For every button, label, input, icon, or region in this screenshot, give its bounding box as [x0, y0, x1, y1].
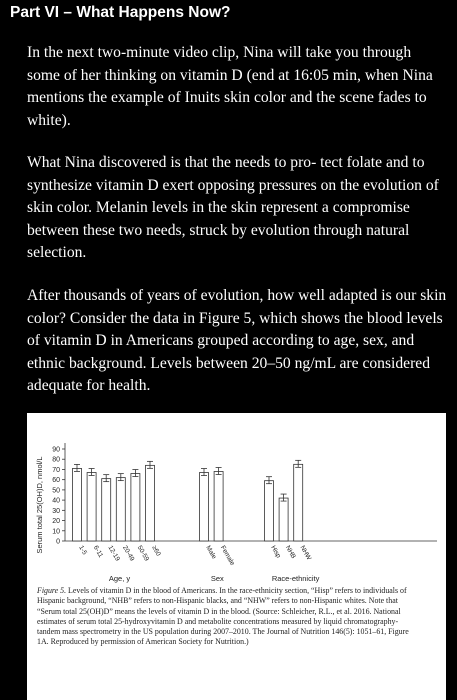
y-tick-label: 30 [52, 507, 60, 515]
category-label: Female [218, 544, 236, 567]
bar [294, 464, 303, 541]
category-label: 12-19 [106, 544, 121, 563]
bar [87, 473, 96, 541]
category-label: NHB [283, 544, 297, 560]
group-label: Race-ethnicity [271, 574, 320, 583]
category-label: 20-49 [121, 544, 136, 563]
paragraph-question: After thousands of years of evolution, how well adapted is our skin color? Consider the data in Figure 5, which shows the blood levels of vitamin D in Americans grouped according to age, sex, and ethnic background. Levels between 20–50 ng/mL are considered adequate for health. [27, 287, 447, 395]
y-tick-label: 0 [56, 538, 60, 546]
caption-lead: Figure 5. [37, 586, 67, 595]
y-tick-label: 90 [52, 446, 60, 454]
y-tick-label: 70 [52, 466, 60, 474]
bar [146, 465, 155, 541]
category-label: 50-59 [135, 544, 151, 563]
bar [200, 473, 209, 541]
caption-body: Levels of vitamin D in the blood of Americans. In the race-ethnicity section, “Hisp” refers to individuals of Hispanic background, “NHB” refers to non-Hispanic blacks, and “NHW” refers to non-Hispanic whites. Note that “Serum total 25(OH)D” means the levels of vitamin D in the blood. (Source: Schleicher, R.L., et al. 2016. National estimates of serum total 25-hydroxyvitamin D and metabolite concentrations measured by liquid chromatography-tandem mass spectrometry in the US population during 2007–2010. The Journal of Nutrition 146(5): 1051–61, Figure 1A. Reproduced by permission of American Society for Nutrition.) [37, 586, 409, 647]
figure-5 [27, 413, 446, 700]
bar [131, 474, 140, 541]
bar [102, 479, 111, 541]
group-label: Sex [210, 574, 224, 583]
figure-caption [37, 586, 417, 648]
category-label: Male [204, 544, 218, 561]
bar [279, 498, 288, 541]
section-heading: Part VI – What Happens Now? [10, 4, 231, 21]
vitamin-d-bar-chart [27, 413, 446, 585]
bar [214, 471, 223, 541]
y-tick-label: 60 [52, 477, 60, 485]
group-label: Age, y [108, 574, 131, 583]
category-label: ≥60 [150, 544, 162, 558]
category-label: 6-11 [91, 544, 105, 559]
y-tick-label: 40 [52, 497, 60, 505]
category-label: 1-5 [77, 544, 89, 557]
paragraph-video-intro: In the next two-minute video clip, Nina will take you through some of her thinking on vitamin D (end at 16:05 min, when Nina mentions the example of Inuits skin color and the scene fades to white). [27, 44, 433, 129]
category-label: NHW [298, 544, 313, 562]
category-label: Hisp [269, 544, 282, 560]
y-tick-label: 10 [52, 528, 60, 536]
y-tick-label: 80 [52, 456, 60, 464]
bar [116, 478, 125, 541]
bar [73, 468, 82, 541]
y-tick-label: 50 [52, 487, 60, 495]
y-axis-label: Serum total 25(OH)D, nmol/L [35, 456, 44, 554]
y-tick-label: 20 [52, 518, 60, 526]
bar [265, 481, 274, 541]
paragraph-discovery: What Nina discovered is that the needs to pro- tect folate and to synthesize vitamin D exert opposing pressures on the evolution of skin color. Melanin levels in the skin represent a compromise between these two needs, struck by evolution through natural selection. [27, 154, 439, 262]
